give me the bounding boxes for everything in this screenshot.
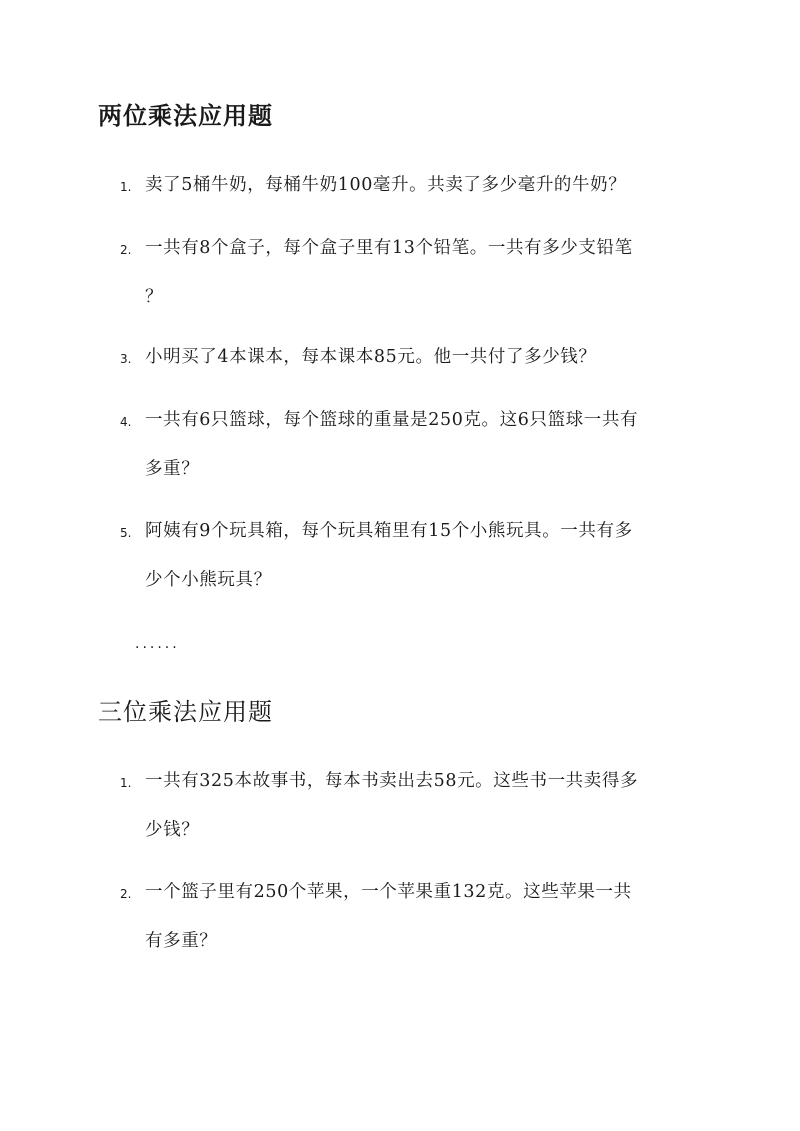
question-text: 阿姨有9个玩具箱，每个玩具箱里有15个小熊玩具。一共有多 (145, 521, 633, 541)
question-text: 卖了5桶牛奶，每桶牛奶100毫升。共卖了多少毫升的牛奶？ (145, 175, 627, 195)
question-number: 4. (120, 415, 132, 429)
section-title-three-digit: 三位乘法应用题 (98, 698, 273, 726)
question-text-continued: 少个小熊玩具？ (145, 570, 272, 590)
question-text-continued: ？ (145, 287, 164, 307)
question-number: 5. (120, 526, 132, 540)
question-text: 一共有6只篮球，每个篮球的重量是250克。这6只篮球一共有 (145, 410, 639, 430)
question-number: 2. (120, 887, 132, 901)
question-text: 小明买了4本课本，每本课本85元。他一共付了多少钱？ (145, 347, 597, 367)
section-title-two-digit: 两位乘法应用题 (98, 101, 273, 130)
question-text-continued: 少钱？ (145, 820, 200, 840)
question-number: 3. (120, 352, 132, 366)
question-number: 2. (120, 243, 132, 257)
question-text: 一共有8个盒子，每个盒子里有13个铅笔。一共有多少支铅笔 (145, 238, 633, 258)
question-text: 一共有325本故事书，每本书卖出去58元。这些书一共卖得多 (145, 771, 639, 791)
question-number: 1. (120, 180, 132, 194)
question-number: 1. (120, 776, 132, 790)
question-text: 一个篮子里有250个苹果，一个苹果重132克。这些苹果一共 (145, 882, 632, 902)
question-text-continued: 多重？ (145, 459, 200, 479)
ellipsis: ...... (135, 636, 180, 652)
question-text-continued: 有多重？ (145, 931, 218, 951)
